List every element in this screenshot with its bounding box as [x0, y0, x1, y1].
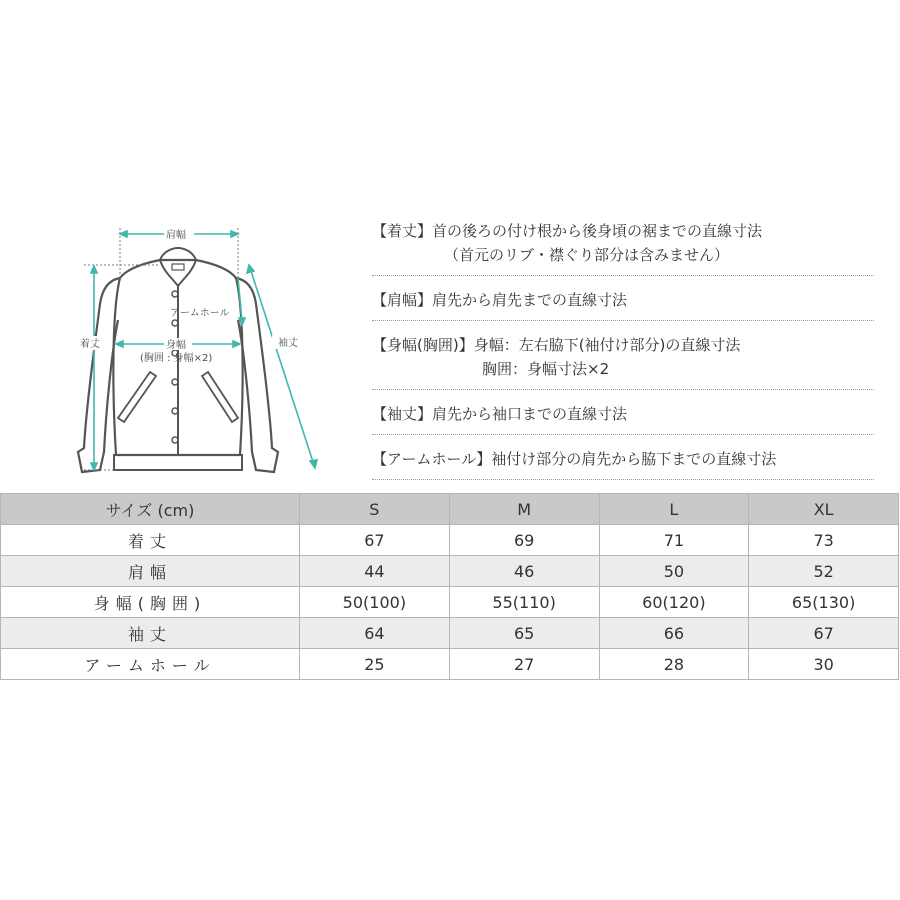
table-cell: 65(130) — [749, 587, 899, 618]
size-header-m: M — [449, 494, 599, 525]
table-cell: 73 — [749, 525, 899, 556]
table-cell: 71 — [599, 525, 749, 556]
table-cell: 27 — [449, 649, 599, 680]
table-cell: 50(100) — [300, 587, 450, 618]
table-cell: 60(120) — [599, 587, 749, 618]
table-cell: 44 — [300, 556, 450, 587]
definition-sleeve — [372, 398, 874, 435]
length-label: 着丈 — [80, 339, 100, 350]
table-row-shoulder — [1, 556, 899, 587]
body-label: 身幅 — [166, 340, 186, 351]
table-cell: 64 — [300, 618, 450, 649]
size-chart-table — [0, 493, 899, 680]
table-cell: 67 — [749, 618, 899, 649]
sleeve-arrow — [250, 268, 314, 465]
table-cell: 55(110) — [449, 587, 599, 618]
table-cell: 65 — [449, 618, 599, 649]
header-label-cell: サイズ (cm) — [1, 494, 300, 525]
shoulder-label: 肩幅 — [166, 230, 186, 241]
size-header-xl: XL — [749, 494, 899, 525]
row-label: 身幅(胸囲) — [1, 587, 300, 618]
row-label: アームホール — [1, 649, 300, 680]
table-cell: 50 — [599, 556, 749, 587]
jacket-right-pocket — [202, 372, 238, 422]
jacket-tag — [172, 264, 184, 270]
size-header-s: S — [300, 494, 450, 525]
definition-text: 【着丈】首の後ろの付け根から後身頃の裾までの直線寸法 — [372, 222, 763, 240]
definition-note: （首元のリブ・襟ぐり部分は含みません） — [444, 246, 730, 264]
chest-label: (胸囲 : 身幅×2) — [140, 353, 213, 364]
table-cell: 69 — [449, 525, 599, 556]
armhole-label: アームホール — [170, 308, 230, 319]
measurement-definitions — [372, 215, 874, 480]
row-label: 着丈 — [1, 525, 300, 556]
table-row-armhole — [1, 649, 899, 680]
table-cell: 46 — [449, 556, 599, 587]
definition-text: 【袖丈】肩先から袖口までの直線寸法 — [372, 405, 628, 423]
row-label: 袖丈 — [1, 618, 300, 649]
definition-length — [372, 215, 874, 276]
sleeve-label: 袖丈 — [278, 338, 298, 349]
jacket-measurement-diagram — [60, 220, 350, 485]
table-row-length — [1, 525, 899, 556]
table-cell: 30 — [749, 649, 899, 680]
definition-shoulder — [372, 284, 874, 321]
definition-note: 胸囲：身幅寸法×2 — [482, 360, 610, 378]
definition-body — [372, 329, 874, 390]
definition-text: 【アームホール】袖付け部分の肩先から脇下までの直線寸法 — [372, 450, 777, 468]
table-cell: 67 — [300, 525, 450, 556]
jacket-collar — [160, 248, 196, 286]
size-header-l: L — [599, 494, 749, 525]
jacket-left-pocket — [118, 372, 156, 422]
table-cell: 52 — [749, 556, 899, 587]
jacket-hem-rib — [114, 455, 242, 470]
definition-text: 【身幅(胸囲)】身幅：左右脇下(袖付け部分)の直線寸法 — [372, 336, 741, 354]
table-row-body — [1, 587, 899, 618]
table-row-sleeve — [1, 618, 899, 649]
table-cell: 25 — [300, 649, 450, 680]
jacket-illustration — [60, 220, 350, 485]
table-cell: 28 — [599, 649, 749, 680]
table-cell: 66 — [599, 618, 749, 649]
row-label: 肩幅 — [1, 556, 300, 587]
definition-text: 【肩幅】肩先から肩先までの直線寸法 — [372, 291, 628, 309]
table-header-row — [1, 494, 899, 525]
definition-armhole — [372, 443, 874, 480]
